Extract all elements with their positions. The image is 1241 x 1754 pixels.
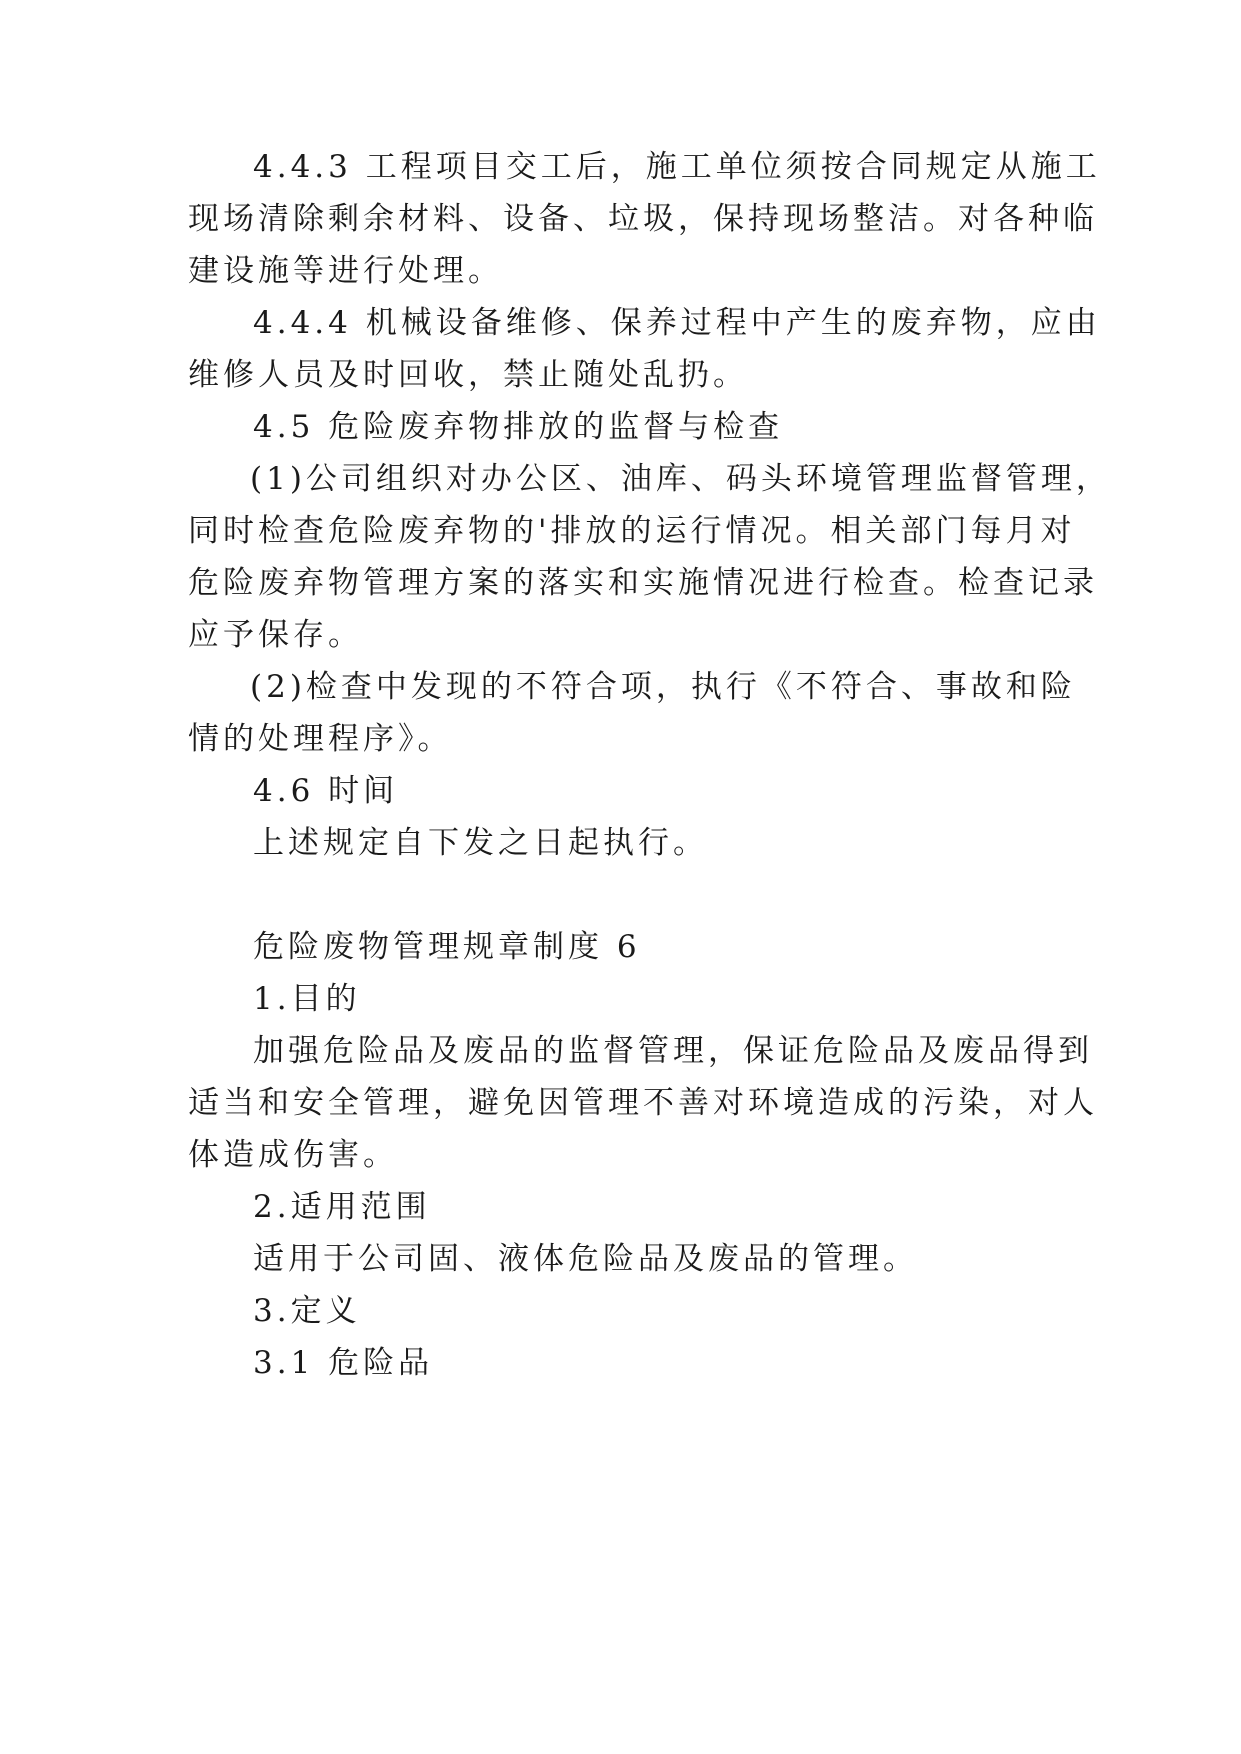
paragraph-line: 上述规定自下发之日起执行。	[253, 825, 708, 861]
section-heading: 3.1 危险品	[253, 1345, 434, 1381]
paragraph-line: 体造成伤害。	[188, 1137, 398, 1173]
section-heading: 3.定义	[253, 1293, 361, 1329]
paragraph-line: 4.4.3 工程项目交工后，施工单位须按合同规定从施工	[253, 149, 1101, 185]
paragraph-line: 适当和安全管理，避免因管理不善对环境造成的污染，对人	[188, 1085, 1098, 1121]
section-heading: 2.适用范围	[253, 1189, 431, 1225]
section-heading: 4.6 时间	[253, 773, 399, 809]
paragraph-line: 现场清除剩余材料、设备、垃圾，保持现场整洁。对各种临	[188, 201, 1098, 237]
paragraph-line: 情的处理程序》。	[188, 721, 453, 757]
paragraph-line: 建设施等进行处理。	[188, 253, 503, 289]
section-heading: 4.5 危险废弃物排放的监督与检查	[253, 409, 784, 445]
paragraph-line: 危险废弃物管理方案的落实和实施情况进行检查。检查记录	[188, 565, 1098, 601]
paragraph-line: 同时检查危险废弃物的'排放的运行情况。相关部门每月对	[188, 513, 1076, 549]
paragraph-line: 应予保存。	[188, 617, 363, 653]
paragraph-line: (2)检查中发现的不符合项，执行《不符合、事故和险	[250, 669, 1076, 705]
paragraph-line: (1)公司组织对办公区、油库、码头环境管理监督管理，	[250, 461, 1111, 497]
section-heading: 1.目的	[253, 981, 361, 1017]
paragraph-line: 加强危险品及废品的监督管理，保证危险品及废品得到	[253, 1033, 1093, 1069]
paragraph-line: 4.4.4 机械设备维修、保养过程中产生的废弃物，应由	[253, 305, 1101, 341]
paragraph-line: 维修人员及时回收，禁止随处乱扔。	[188, 357, 748, 393]
paragraph-line: 适用于公司固、液体危险品及废品的管理。	[253, 1241, 918, 1277]
document-title: 危险废物管理规章制度 6	[253, 929, 641, 965]
